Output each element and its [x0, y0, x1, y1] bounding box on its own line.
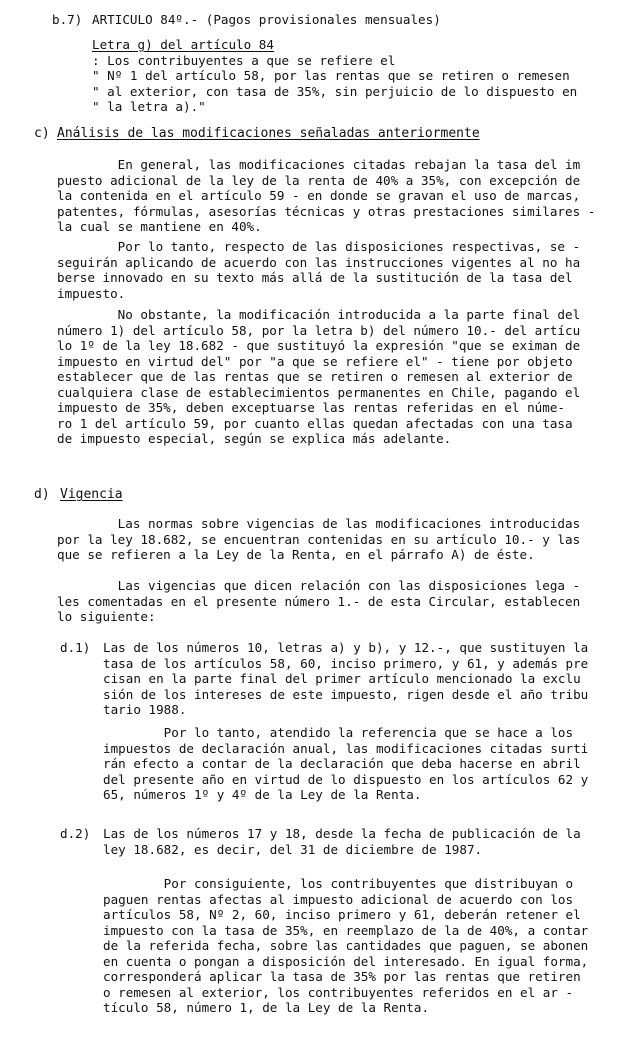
text-line: corresponderá aplicar la tasa de 35% por las rentas que retiren — [103, 969, 581, 984]
b7-quote-line: " la letra a)." — [92, 99, 206, 114]
text-line: de impuesto especial, según se explica más adelante. — [57, 431, 452, 446]
text-line: establecer que de las rentas que se retiren o remesen al exterior de — [57, 369, 573, 384]
text-line: patentes, fórmulas, asesorías técnicas y otras prestaciones similares - — [57, 203, 596, 219]
text-line: Por consiguiente, los contribuyentes que distribuyan o — [103, 876, 574, 891]
text-line: 65, números 1º y 4º de la Ley de la Renta. — [103, 787, 422, 802]
text-line: Las de los números 17 y 18, desde la fecha de publicación de la — [103, 826, 581, 841]
d2-label: d.2) — [60, 826, 91, 841]
text-line: Las vigencias que dicen relación con las disposiciones lega - — [57, 578, 581, 593]
text-line: impuesto con la tasa de 35%, en reemplazo de la de 40%, a contar — [103, 922, 589, 938]
text-line: tículo 58, número 1, de la Ley de la Renta. — [103, 1000, 430, 1015]
b7-quote-rest: : Los contribuyentes a que se refiere el — [92, 52, 396, 68]
text-line: impuesto. — [57, 285, 126, 301]
d1-label: d.1) — [60, 640, 91, 655]
section-d-label: d) — [34, 487, 50, 502]
c-paragraph-2 — [57, 239, 580, 301]
text-line: la contenida en el artículo 59 - en donde se gravan el uso de marcas, — [57, 188, 581, 203]
text-line: les comentadas en el presente número 1.- de esta Circular, establecen — [57, 593, 581, 609]
text-line: Las normas sobre vigencias de las modificaciones introducidas — [57, 516, 581, 531]
text-line: tario 1988. — [103, 702, 187, 717]
text-line: por la ley 18.682, se encuentran contenidas en su artículo 10.- y las — [57, 531, 581, 547]
section-b7-label: b.7) — [52, 12, 83, 27]
b7-quote-line: " al exterior, con tasa de 35%, sin perjuicio de lo dispuesto en — [92, 83, 578, 99]
c-paragraph-3 — [57, 307, 580, 447]
text-line: en cuenta o pongan a disposición del interesado. En igual forma, — [103, 953, 589, 969]
text-line: rán efecto a contar de la declaración que deba hacerse en abril — [103, 756, 581, 771]
d1-paragraph-2 — [103, 725, 588, 803]
text-line: seguirán aplicando de acuerdo con las instrucciones vigentes al no ha — [57, 254, 581, 270]
d2-paragraph-2 — [103, 876, 588, 1016]
section-c-title: Análisis de las modificaciones señaladas anteriormente — [57, 126, 480, 141]
d-paragraph-2 — [57, 578, 580, 625]
text-line: ley 18.682, es decir, del 31 de diciembre de 1987. — [103, 841, 483, 857]
text-line: berse innovado en su texto más allá de la sustitución de la tasa del — [57, 270, 573, 285]
d2-text — [103, 826, 581, 857]
b7-quote-ref: Letra g) del artículo 84 — [92, 37, 274, 52]
text-line: de la referida fecha, sobre las cantidades que paguen, se abonen — [103, 938, 589, 953]
b7-quoted-text — [92, 37, 602, 115]
text-line: cisan en la parte final del primer artículo mencionado la exclu — [103, 671, 581, 686]
text-line: Por lo tanto, atendido la referencia que se hace a los — [103, 725, 574, 740]
section-d-title: Vigencia — [60, 487, 123, 502]
d1-text — [103, 640, 588, 718]
c-paragraph-1 — [57, 157, 595, 235]
text-line: No obstante, la modificación introducida a la parte final del — [57, 307, 581, 322]
text-line: En general, las modificaciones citadas rebajan la tasa del im — [57, 157, 581, 172]
text-line: que se refieren a la Ley de la Renta, en el párrafo A) de éste. — [57, 547, 535, 562]
section-c-label: c) — [34, 126, 50, 141]
text-line: número 1) del artículo 58, por la letra b) del número 10.- del artícu — [57, 322, 581, 338]
text-line: artículos 58, Nº 2, 60, inciso primero y 61, deberán retener el — [103, 907, 581, 922]
text-line: o remesen al exterior, los contribuyentes referidos en el ar - — [103, 984, 574, 1000]
d-paragraph-1 — [57, 516, 580, 563]
text-line: tasa de los artículos 58, 60, inciso primero, y 61, y además pre — [103, 655, 589, 671]
section-b7-title: ARTICULO 84º.- (Pagos provisionales mensuales) — [92, 12, 441, 27]
b7-quote-line: " Nº 1 del artículo 58, por las rentas que se retiren o remesen — [92, 68, 570, 83]
text-line: del presente año en virtud de lo dispuesto en los artículos 62 y — [103, 771, 589, 787]
text-line: impuestos de declaración anual, las modificaciones citadas surti — [103, 740, 589, 756]
text-line: cualquiera clase de establecimientos permanentes en Chile, pagando el — [57, 384, 581, 400]
text-line: paguen rentas afectas al impuesto adicional de acuerdo con los — [103, 891, 574, 907]
text-line: lo siguiente: — [57, 609, 156, 624]
text-line: Por lo tanto, respecto de las disposiciones respectivas, se - — [57, 239, 581, 254]
text-line: sión de los intereses de este impuesto, rigen desde el año tribu — [103, 686, 589, 702]
text-line: la cual se mantiene en 40%. — [57, 219, 262, 234]
b7-quote-line — [92, 37, 395, 68]
text-line: impuesto de 35%, deben exceptuarse las rentas referidas en el núme- — [57, 400, 565, 415]
text-line: impuesto en virtud del" por "a que se refiere el" - tiene por objeto — [57, 353, 573, 369]
text-line: puesto adicional de la ley de la renta de 40% a 35%, con excepción de — [57, 172, 581, 188]
text-line: lo 1º de la ley 18.682 - que sustituyó la expresión "que se eximan de — [57, 338, 581, 353]
text-line: ro 1 del artículo 59, por cuanto ellas quedan afectadas con una tasa — [57, 415, 573, 431]
text-line: Las de los números 10, letras a) y b), y 12.-, que sustituyen la — [103, 640, 589, 655]
